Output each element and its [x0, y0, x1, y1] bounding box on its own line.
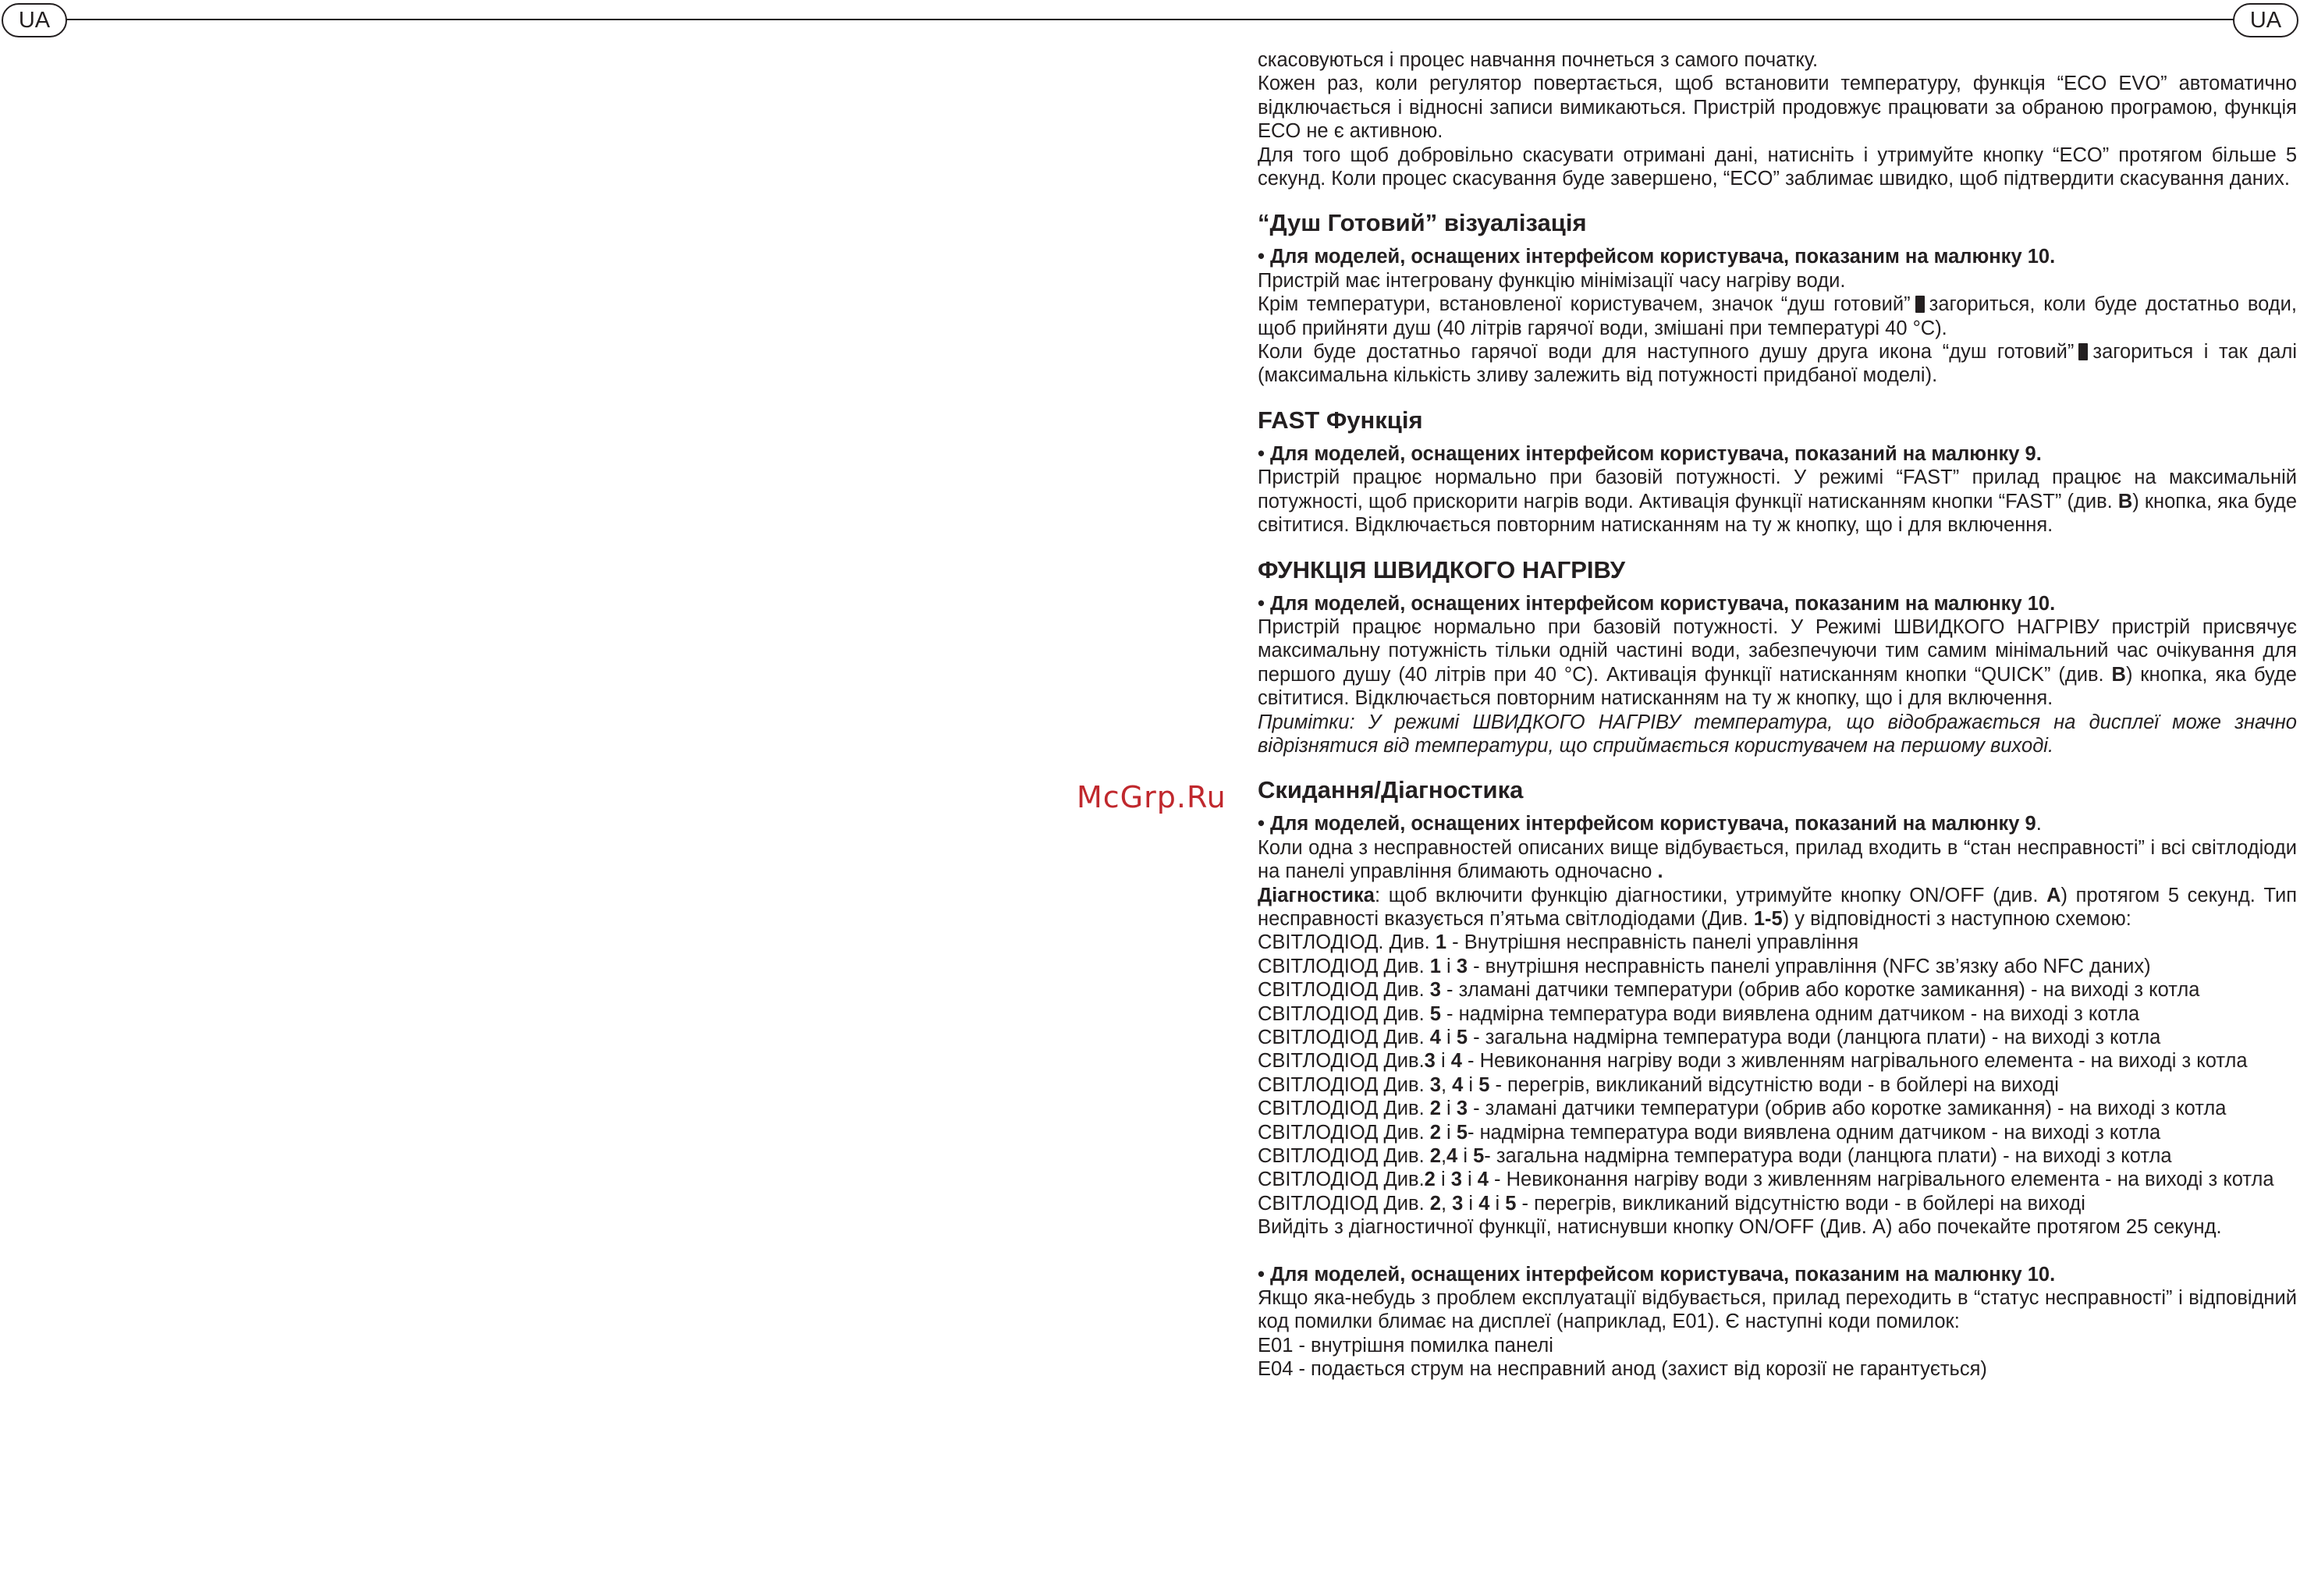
led-line: СВІТЛОДІОД Див. 1 і 3 - внутрішня несправність панелі управління (NFC зв’язку або NFC даних): [1258, 955, 2151, 977]
paragraph: Пристрій працює нормально при базовій потужності. У режимі “FAST” прилад працює на максимальній потужності, щоб прискорити нагрів води. Активація функції натисканням кнопки “FAST” (див. B) кнопка, яка буде світитися. Відключається повторним натисканням на ту ж кнопку, що і для включення.: [1258, 466, 2297, 537]
paragraph: Вийдіть з діагностичної функції, натиснувши кнопку ON/OFF (Див. A) або почекайте протягом 25 секунд.: [1258, 1216, 2222, 1239]
led-line: СВІТЛОДІОД Див. 2 і 3 - зламані датчики температури (обрив або коротке замикання) - на виході з котла: [1258, 1098, 2227, 1120]
models-note: • Для моделей, оснащених інтерфейсом користувача, показаним на малюнку 10.: [1258, 592, 2056, 615]
paragraph: Пристрій має інтегровану функцію мінімізації часу нагріву води.: [1258, 269, 1846, 292]
error-code-line: E01 - внутрішня помилка панелі: [1258, 1334, 1553, 1357]
error-code-line: E04 - подається струм на несправний анод (захист від корозії не гарантується): [1258, 1358, 1987, 1381]
shower-ready-icon: [2078, 343, 2088, 360]
models-note: • Для моделей, оснащених інтерфейсом користувача, показаний на малюнку 9.: [1258, 813, 2042, 835]
language-badge-right: UA: [2233, 3, 2298, 37]
language-badge-left: UA: [2, 3, 67, 37]
paragraph: Коли буде достатньо гарячої води для наступного душу друга икона “душ готовий” загориться і так далі (максимальна кількість зливу залежить від потужності придбаної моделі).: [1258, 341, 2297, 387]
shower-ready-icon: [1915, 296, 1925, 313]
paragraph: Коли одна з несправностей описаних вище відбувається, прилад входить в “стан несправності” і всі світлодіоди на панелі управління блимають одночасно .: [1258, 836, 2297, 883]
led-line: СВІТЛОДІОД Див. 3 - зламані датчики температури (обрив або коротке замикання) - на виході з котла: [1258, 979, 2200, 1002]
diagnostics-paragraph: Діагностика: щоб включити функцію діагностики, утримуйте кнопку ON/OFF (див. A) протягом 5 секунд. Тип несправності вказується п’ятьма світлодіодами (Див. 1-5) у відповідності з наступною схемою:: [1258, 884, 2298, 930]
led-line: СВІТЛОДІОД Див. 4 і 5 - загальна надмірна температура води (ланцюга плати) - на виході з котла: [1258, 1027, 2161, 1048]
intro-paragraph: скасовуються і процес навчання почнеться з самого початку.: [1258, 49, 1819, 71]
section-title-quick: ФУНКЦІЯ ШВИДКОГО НАГРІВУ: [1258, 555, 1625, 583]
paragraph: Крім температури, встановленої користувачем, значок “душ готовий” загориться, коли буде достатньо води, щоб прийняти душ (40 літрів гарячої води, змішані при температурі 40 °C).: [1258, 293, 2297, 339]
intro-paragraph: Для того щоб добровільно скасувати отримані дані, натисніть і утримуйте кнопку “ECO” протягом більше 5 секунд. Коли процес скасування буде завершено, “ECO” заблимає швидко, щоб підтвердити скасування даних.: [1258, 144, 2297, 190]
led-line: СВІТЛОДІОД Див.3 і 4 - Невиконання нагріву води з живленням нагрівального елемента - на виході з котла: [1258, 1050, 2248, 1073]
watermark: McGrp.Ru: [1077, 780, 1226, 814]
led-line: СВІТЛОДІОД Див. 3, 4 і 5 - перегрів, викликаний відсутністю води - в бойлері на виході: [1258, 1073, 2059, 1096]
paragraph: Якщо яка-небудь з проблем експлуатації відбувається, прилад переходить в “статус несправності” і відповідний код помилки блимає на дисплеї (наприклад, E01). Є наступні коди помилок:: [1258, 1287, 2297, 1333]
spacer: [1258, 1240, 2297, 1263]
section-title-shower: “Душ Готовий” візуалізація: [1258, 209, 1587, 237]
paragraph: Пристрій працює нормально при базовій потужності. У Режимі ШВИДКОГО НАГРІВУ пристрій присвячує максимальну потужність тільки одній частині води, забезпечуючи тим самим мінімальний час очікування для першого душу (40 літрів при 40 °C). Активація функції натисканням кнопки “QUICK” (див. B) кнопка, яка буде світитися. Відключається повторним натисканням на ту ж кнопку, що і для включення.: [1258, 615, 2297, 710]
models-note: • Для моделей, оснащених інтерфейсом користувача, показаний на малюнку 9.: [1258, 442, 2042, 465]
led-line: СВІТЛОДІОД Див.2 і 3 і 4 - Невиконання нагріву води з живленням нагрівального елемента - на виході з котла: [1258, 1169, 2274, 1191]
section-title-reset: Скидання/Діагностика: [1258, 776, 1524, 804]
section-title-fast: FAST Функція: [1258, 406, 1423, 434]
models-note: • Для моделей, оснащених інтерфейсом користувача, показаним на малюнку 10.: [1258, 1263, 2056, 1286]
note-paragraph: Примітки: У режимі ШВИДКОГО НАГРІВУ температура, що відображається на дисплеї може значно відрізнятися від температури, що сприймається користувачем на першому виході.: [1258, 711, 2297, 757]
intro-paragraph: Кожен раз, коли регулятор повертається, щоб встановити температуру, функція “ECO EVO” автоматично відключається і відносні записи вимикаються. Пристрій продовжує працювати за обраною програмою, функція ECO не є активною.: [1258, 73, 2297, 143]
led-line: СВІТЛОДІОД. Див. 1 - Внутрішня несправність панелі управління: [1258, 931, 1859, 954]
models-note: • Для моделей, оснащених інтерфейсом користувача, показаним на малюнку 10.: [1258, 246, 2056, 268]
led-line: СВІТЛОДІОД Див. 5 - надмірна температура води виявлена одним датчиком - на виході з котла: [1258, 1002, 2140, 1025]
text-column: [1258, 48, 2297, 1381]
header-rule: [31, 19, 2269, 20]
led-line: СВІТЛОДІОД Див. 2 і 5- надмірна температура води виявлена одним датчиком - на виході з котла: [1258, 1121, 2161, 1144]
led-line: СВІТЛОДІОД Див. 2, 3 і 4 і 5 - перегрів, викликаний відсутністю води - в бойлері на виході: [1258, 1192, 2085, 1215]
led-line: СВІТЛОДІОД Див. 2,4 і 5- загальна надмірна температура води (ланцюга плати) - на виході з котла: [1258, 1145, 2172, 1168]
